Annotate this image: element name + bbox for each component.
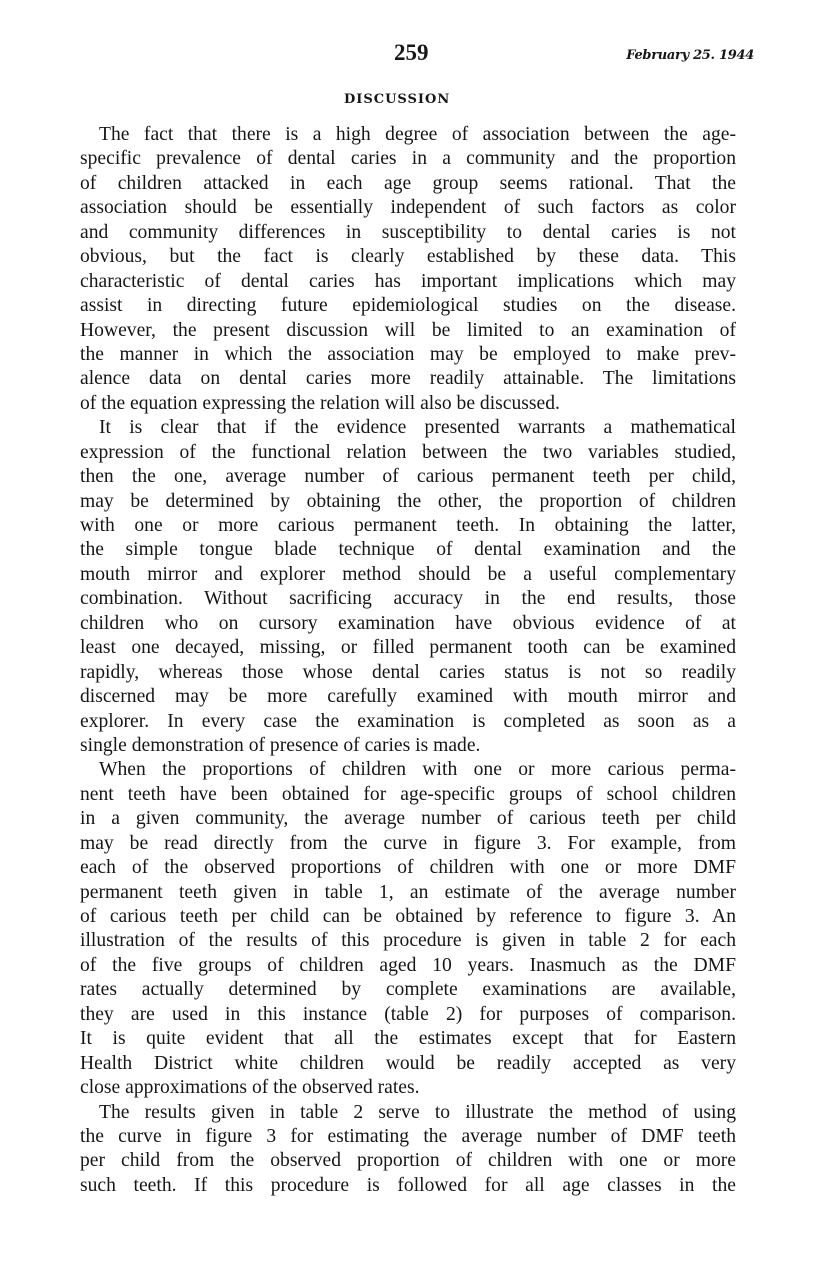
text-line: Health District white children would be readily accepted as very bbox=[80, 1052, 736, 1074]
page-number: 259 bbox=[394, 40, 429, 65]
text-line: children who on cursory examination have obvious evidence of at bbox=[80, 612, 736, 634]
text-line: the curve in figure 3 for estimating the average number of DMF teeth bbox=[80, 1125, 736, 1147]
text-line: they are used in this instance (table 2) for purposes of comparison. bbox=[80, 1003, 736, 1025]
text-line: per child from the observed proportion of children with one or more bbox=[80, 1150, 736, 1172]
text-line: in a given community, the average number of carious teeth per child bbox=[80, 808, 736, 830]
text-line: The results given in table 2 serve to illustrate the method of using bbox=[99, 1101, 736, 1123]
text-line: rates actually determined by complete examinations are available, bbox=[80, 979, 736, 1001]
text-line: mouth mirror and explorer method should be a useful complementary bbox=[80, 563, 736, 585]
text-line: nent teeth have been obtained for age-specific groups of school children bbox=[80, 783, 736, 805]
text-line: association should be essentially independent of such factors as color bbox=[80, 197, 736, 219]
section-heading: DISCUSSION bbox=[344, 92, 451, 107]
text-line: the simple tongue blade technique of dental examination and the bbox=[80, 539, 736, 561]
text-line: of children attacked in each age group seems rational. That the bbox=[80, 172, 736, 194]
text-line: alence data on dental caries more readily attainable. The limitations bbox=[80, 368, 736, 390]
text-line: It is clear that if the evidence presented warrants a mathematical bbox=[99, 417, 736, 439]
text-line: and community differences in susceptibility to dental caries is not bbox=[80, 221, 736, 243]
text-line: may be determined by obtaining the other, the proportion of children bbox=[80, 490, 736, 512]
text-line: discerned may be more carefully examined with mouth mirror and bbox=[80, 686, 736, 708]
text-line: the manner in which the association may be employed to make prev- bbox=[80, 343, 736, 365]
text-line: specific prevalence of dental caries in a community and the proportion bbox=[80, 148, 736, 170]
paragraph bbox=[80, 1101, 736, 1199]
text-line: assist in directing future epidemiological studies on the disease. bbox=[80, 295, 736, 317]
text-line: However, the present discussion will be limited to an examination of bbox=[80, 319, 736, 341]
text-line: of the equation expressing the relation will also be discussed. bbox=[80, 392, 560, 414]
text-line: close approximations of the observed rates. bbox=[80, 1077, 420, 1099]
text-line: each of the observed proportions of children with one or more DMF bbox=[80, 857, 736, 879]
text-line: illustration of the results of this procedure is given in table 2 for each bbox=[80, 930, 736, 952]
text-line: obvious, but the fact is clearly established by these data. This bbox=[80, 246, 736, 268]
paragraph bbox=[80, 416, 736, 758]
text-line: It is quite evident that all the estimates except that for Eastern bbox=[80, 1028, 736, 1050]
text-line: expression of the functional relation between the two variables studied, bbox=[80, 441, 736, 463]
text-line: then the one, average number of carious permanent teeth per child, bbox=[80, 466, 736, 488]
text-line: combination. Without sacrificing accuracy in the end results, those bbox=[80, 588, 736, 610]
text-line: with one or more carious permanent teeth. In obtaining the latter, bbox=[80, 515, 736, 536]
text-line: of carious teeth per child can be obtained by reference to figure 3. An bbox=[80, 906, 736, 927]
body-text bbox=[80, 123, 736, 1198]
text-line: such teeth. If this procedure is followed for all age classes in the bbox=[80, 1174, 736, 1196]
text-line: explorer. In every case the examination is completed as soon as a bbox=[80, 710, 736, 732]
text-line: may be read directly from the curve in figure 3. For example, from bbox=[80, 832, 736, 854]
text-line: permanent teeth given in table 1, an estimate of the average number bbox=[80, 881, 736, 903]
paragraph bbox=[80, 123, 736, 416]
text-line: When the proportions of children with one or more carious perma- bbox=[99, 759, 736, 781]
text-line: The fact that there is a high degree of association between the age- bbox=[99, 124, 736, 145]
text-line: single demonstration of presence of caries is made. bbox=[80, 734, 481, 756]
text-line: characteristic of dental caries has important implications which may bbox=[80, 270, 736, 292]
text-line: rapidly, whereas those whose dental caries status is not so readily bbox=[80, 661, 736, 683]
text-line: of the five groups of children aged 10 years. Inasmuch as the DMF bbox=[80, 954, 736, 976]
paragraph bbox=[80, 758, 736, 1100]
text-line: least one decayed, missing, or filled permanent tooth can be examined bbox=[80, 637, 736, 659]
publication-date: February 25. 1944 bbox=[626, 48, 754, 63]
